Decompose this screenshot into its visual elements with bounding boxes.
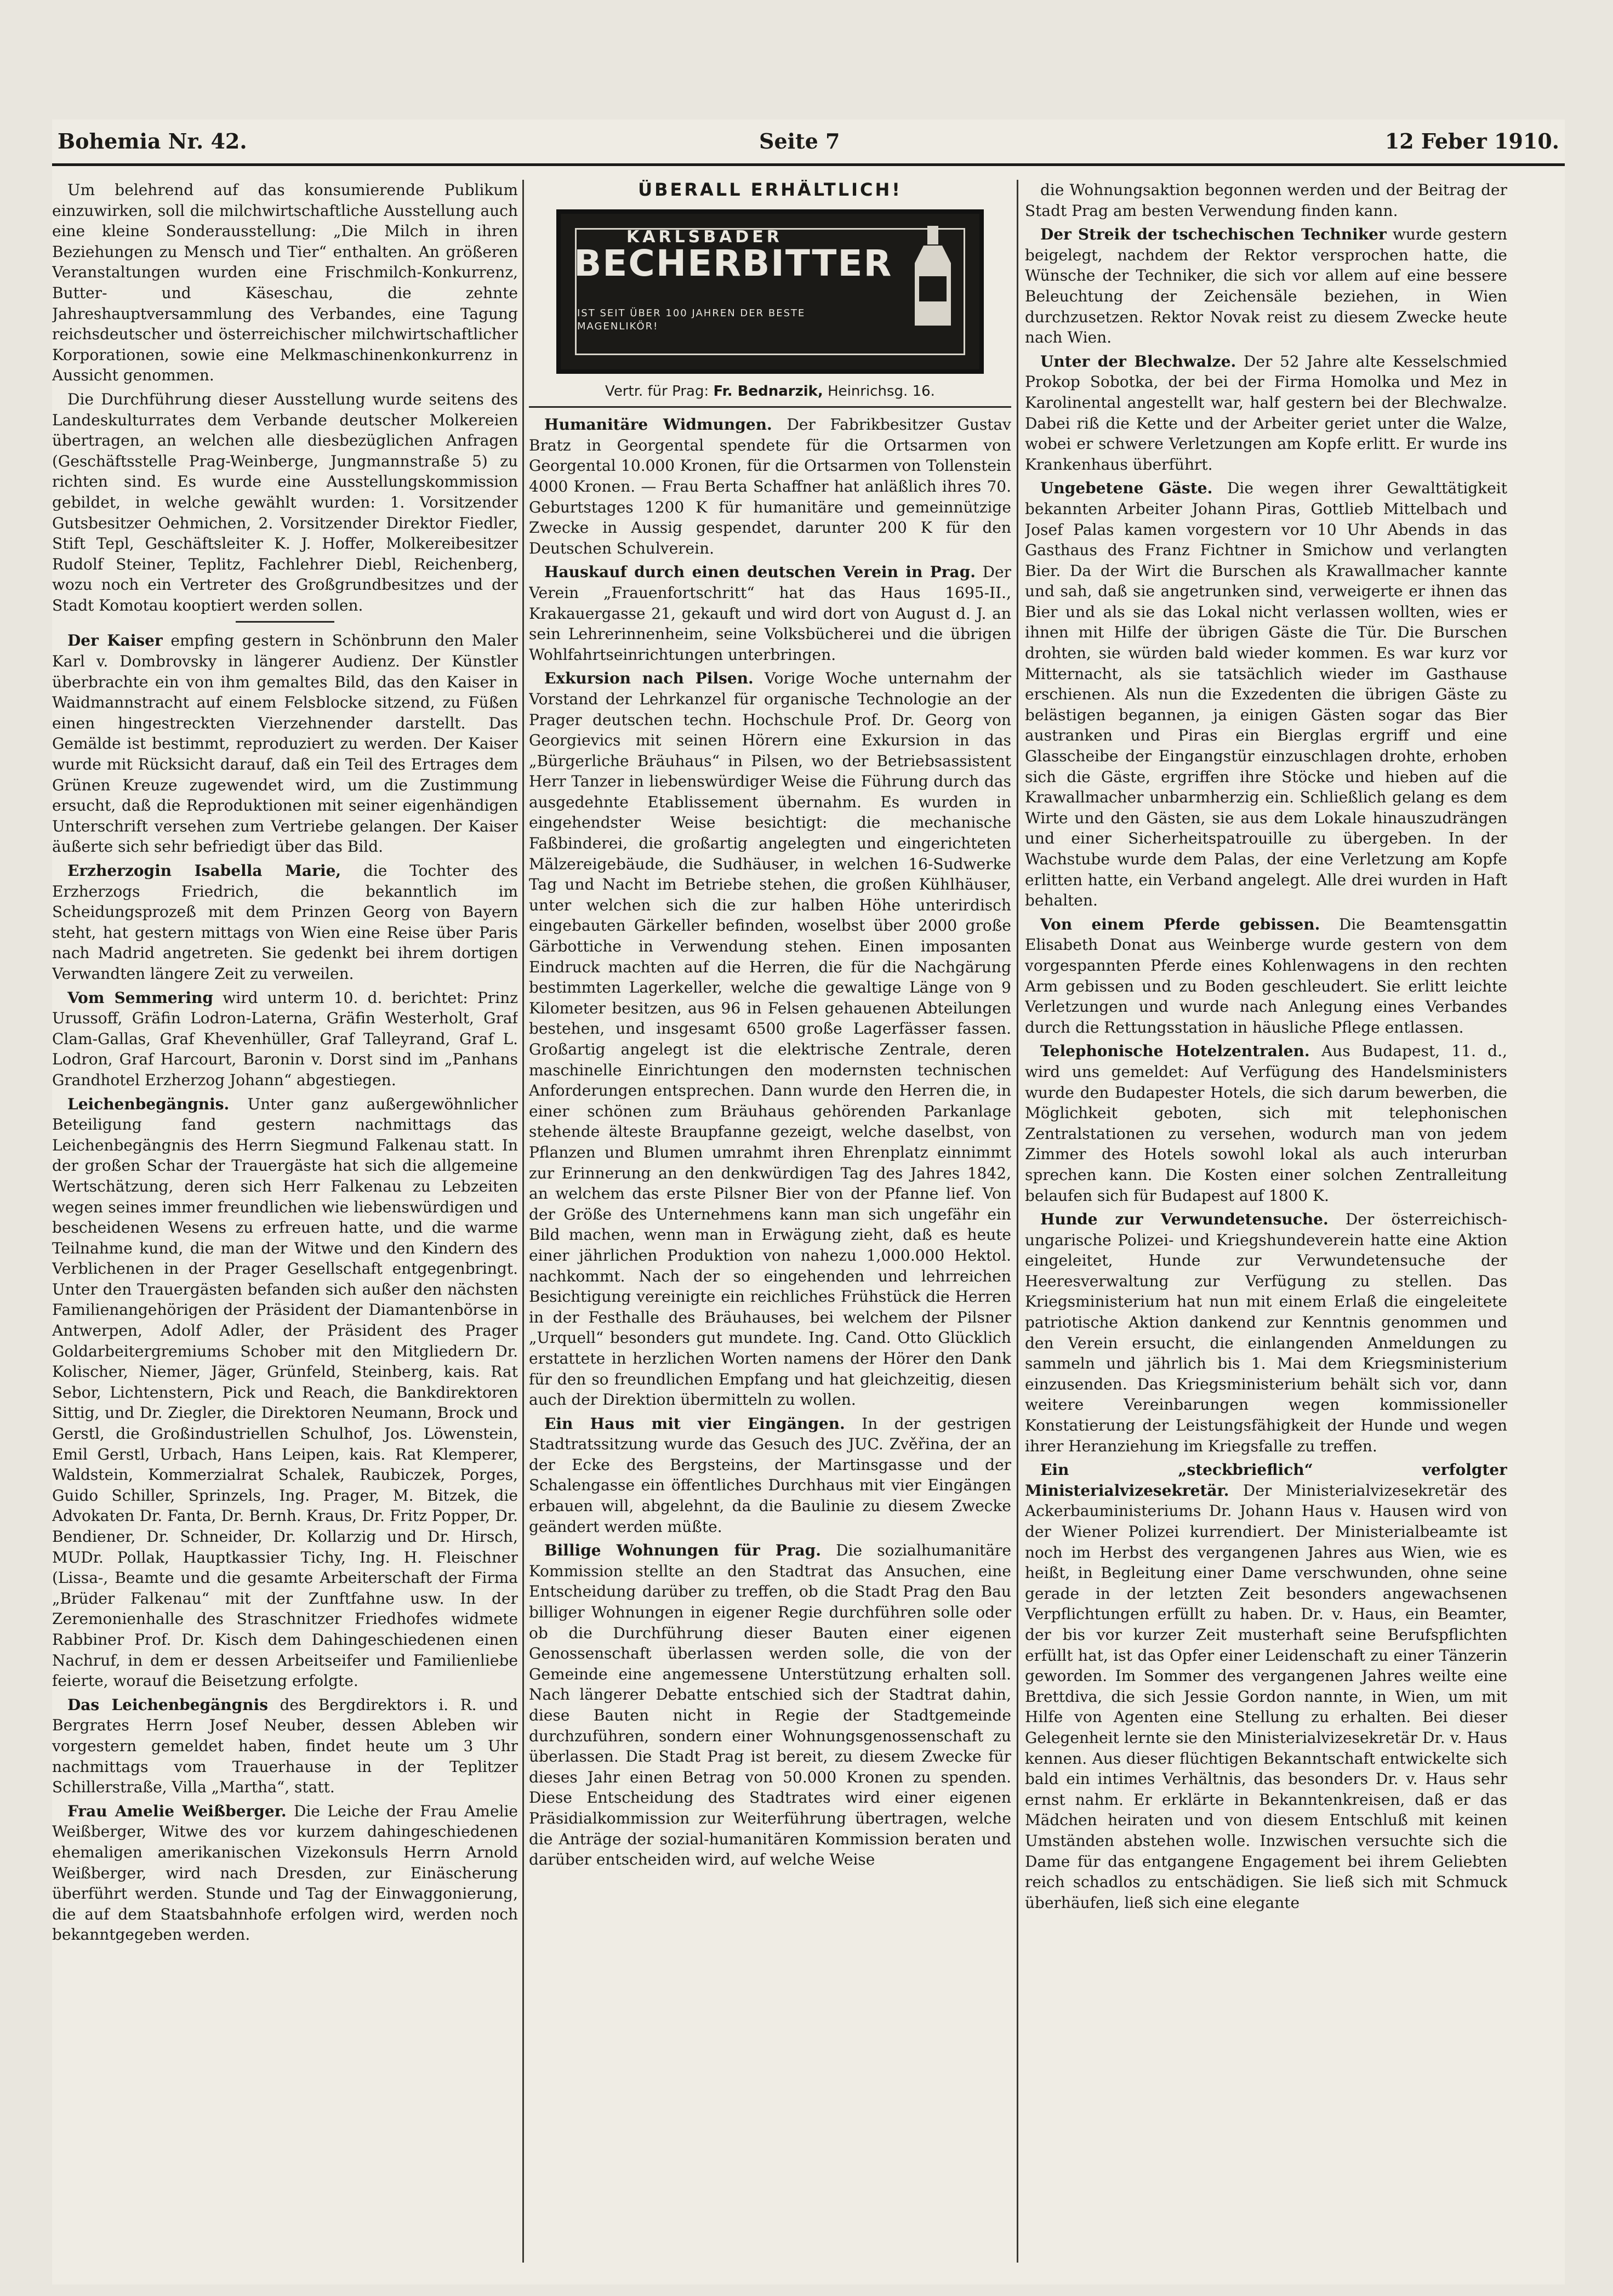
article-headline: Hunde zur Verwundetensuche. xyxy=(1040,1210,1329,1229)
issue-date: 12 Feber 1910. xyxy=(1384,129,1559,153)
article-ministerialvizesekretaer xyxy=(1025,1460,1507,1913)
column-rule xyxy=(522,180,524,2263)
column-rule xyxy=(1017,180,1018,2263)
article-headline: Ein „steckbrieflich“ verfolgter Ministerialvizesekretär. xyxy=(1025,1461,1507,1500)
ad-label xyxy=(556,209,984,374)
bottle-icon xyxy=(908,224,957,328)
article-body: Vorige Woche unternahm der Vorstand der Lehrkanzel für organische Technologie an der Prager deutschen techn. Hochschule Prof. Dr. Georg von Georgievics mit seinen Hörern eine Exkursion in das „Bürgerliche Bräuhaus“ in Pilsen, wo der Betriebsassistent Herr Tanzer in liebenswürdiger Weise die Führung durch das ausgedehnte Etablissement übernahm. Es wurden in eingehendster Weise besichtigt: die mechanische Faßbinderei, die großartig angelegten und eingerichteten Mälzereigebäude, die Sudhäuser, in welchen 16-Sudwerke Tag und Nacht im Betriebe stehen, die großen Kühlhäuser, unter welchen sich die zur halben Höhe unterirdisch eingebauten Gärkeller befinden, woselbst über 2000 große Gärbottiche in Verwendung stehen. Einen imposanten Eindruck machten auf die Herren, die für die Nachgärung bestimmten Lagerkeller, welche die gewaltige Länge von 9 Kilometer besitzen, aus 96 in Felsen gehauenen Abteilungen bestehen, und insgesamt 6500 große Lagerfässer fassen. Großartig angelegt ist die elektrische Zentrale, deren maschinelle Einrichtungen den modernsten technischen Anforderungen entsprechen. Dann wurde den Herren die, in einer schönen zum Bräuhaus gehörenden Parkanlage stehende älteste Braupfanne gezeigt, welche daselbst, von Pflanzen und Blumen umrahmt ihren Ehrenplatz einnimmt zur Erinnerung an den denkwürdigen Tag des Jahres 1842, an welchem das erste Pilsner Bier von der Pfanne lief. Von der Größe des Unternehmens kann man sich ungefähr ein Bild machen, wenn man in Erwägung zieht, daß es heute einer jährlichen Produktion von nahezu 1,000.000 Hektol. nachkommt. Nach der so eingehenden und lehrreichen Besichtigung vereinigte ein reichliches Frühstück die Herren in der Festhalle des Bräuhauses, bei welchem der Pilsner „Urquell“ besonders gut mundete. Ing. Cand. Otto Glücklich erstattete in herzlichen Worten namens der Hörer den Dank für den so freundlichen Empfang und hat gleichzeitig, diesen auch der Direktion übermitteln zu wollen. xyxy=(529,669,1011,1409)
ad-bottom-rule xyxy=(529,406,1011,408)
article-headline: Billige Wohnungen für Prag. xyxy=(544,1541,821,1560)
article-body: wird unterm 10. d. berichtet: Prinz Urussoff, Gräfin Lodron-Laterna, Gräfin Westerholt, Graf Clam-Gallas, Graf Khevenhüller, Graf Talleyrand, Graf L. Lodron, Graf Harcourt, Baronin v. Dorst sind im „Panhans Grandhotel Erzherzog Johann“ abgestiegen. xyxy=(52,988,518,1089)
column-2 xyxy=(529,180,1011,2279)
article-body: empfing gestern in Schönbrunn den Maler Karl v. Dombrovsky in längerer Audienz. Der Künstler überbrachte ein von ihm gemaltes Bild, das den Kaiser in Waidmannstracht auf einem Felsblocke sitzend, zu Füßen einen hingestreckten Vierzehnender darstellt. Das Gemälde ist bestimmt, reproduziert zu werden. Der Kaiser wurde mit Rücksicht darauf, daß ein Teil des Ertrages dem Grünen Kreuze zugewendet wird, um die Zustimmung ersucht, daß die Reproduktionen mit seiner eigenhändigen Unterschrift versehen zum Vertriebe gelangen. Der Kaiser äußerte sich sehr befriedigt über das Bild. xyxy=(52,631,518,856)
article-headline: Hauskauf durch einen deutschen Verein in Prag. xyxy=(544,563,976,582)
article-headline: Das Leichenbegängnis xyxy=(67,1695,268,1714)
article-body: Der 52 Jahre alte Kesselschmied Prokop Sobotka, der bei der Firma Homolka und Mez in Karolinental angestellt war, half gestern bei der Blechwalze. Dabei riß die Kette und der Arbeiter geriet unter die Walze, wobei er schwere Verletzungen am Kopfe erlitt. Er wurde ins Krankenhaus überführt. xyxy=(1025,352,1507,474)
page-number: Seite 7 xyxy=(759,129,840,153)
article-headline: Vom Semmering xyxy=(67,988,213,1007)
advertisement xyxy=(529,180,1011,408)
article-body: Die Beamtensgattin Elisabeth Donat aus Weinberge wurde gestern von dem vorgespannten Pferde eines Kohlenwagens in den rechten Arm gebissen und zu Boden geschleudert. Sie erlitt leichte Verletzungen und wurde nach Anlegung eines Verbandes durch die Rettungsstation in häusliche Pflege entlassen. xyxy=(1025,915,1507,1036)
article-body: In der gestrigen Stadtratssitzung wurde das Gesuch des JUC. Zvěřina, der an der Ecke des Bergsteins, der Martinsgasse und der Schalengasse ein öffentliches Durchhaus mit vier Eingängen erbauen will, abgelehnt, da die Baulinie zu diesem Zwecke geändert werden müßte. xyxy=(529,1414,1011,1536)
article-body: Aus Budapest, 11. d., wird uns gemeldet: Auf Verfügung des Handelsministers wurde den Budapester Hotels, die sich darum bewerben, die Möglichkeit geboten, sich mit telephonischen Zentralstationen zu versehen, wodurch man von jedem Zimmer des Hotels sowohl lokal als auch interurban sprechen kann. Die Kosten einer solchen Zentralleitung belaufen sich für Budapest auf 1800 K. xyxy=(1025,1042,1507,1205)
article-headline: Telephonische Hotelzentralen. xyxy=(1040,1042,1310,1061)
article-headline: Erzherzogin Isabella Marie, xyxy=(67,862,341,880)
article-semmering xyxy=(52,988,518,1091)
article-headline: Humanitäre Widmungen. xyxy=(544,415,772,434)
article-ungebetene-gaeste xyxy=(1025,478,1507,910)
article-paragraph: Die Durchführung dieser Ausstellung wurde seitens des Landeskulturrates dem Verbande deutscher Molkereien übertragen, an welchen alle diesbezüglichen Anfragen (Geschäftsstelle Prag-Weinberge, Jungmannstraße 5) zu richten sind. Es wurde eine Ausstellungskommission gebildet, in welche gewählt wurden: 1. Vorsitzender Gutsbesitzer Oehmichen, 2. Vorsitzender Direktor Fiedler, Stift Tepl, Geschäftsleiter K. J. Hoffer, Molkereibesitzer Rudolf Steiner, Teplitz, Fachlehrer Diebl, Reichenberg, wozu noch ein Vertreter des Großgrundbesitzes und der Stadt Komotau kooptiert werden sollen. xyxy=(52,390,518,614)
article-isabella xyxy=(52,861,518,984)
ad-caption-name: Fr. Bednarzik, xyxy=(713,383,823,400)
article-techniker-streik xyxy=(1025,224,1507,348)
article-headline: Ein Haus mit vier Eingängen. xyxy=(544,1414,845,1433)
ad-caption-address: Heinrichsg. 16. xyxy=(828,383,935,400)
article-pferd xyxy=(1025,914,1507,1038)
ad-slogan: IST SEIT ÜBER 100 JAHREN DER BESTE MAGENLIKÖR! xyxy=(577,307,806,332)
article-body: Die wegen ihrer Gewalttätigkeit bekannten Arbeiter Johann Piras, Gottlieb Mittelbach und Josef Palas kamen vorgestern vor 10 Uhr Abends in das Gasthaus des Franz Fichtner in Smichow und verlangten Bier. Da der Wirt die Burschen als Krawallmacher kannte und sah, daß sie angetrunken sind, verweigerte er ihnen das Bier und als sie das Lokal nicht verlassen wollten, wies er ihnen mit Hilfe der übrigen Gäste die Tür. Die Burschen drohten, sie würden bald wieder kommen. Es war kurz vor Mitternacht, als sie tatsächlich wieder im Gasthause erschienen. Als nun die Exzedenten die übrigen Gäste zu belästigen begannen, ja einigen Gästen sogar das Bier austranken und Piras ein Bierglas ergriff und eine Glasscheibe der Eingangstür einzuschlagen drohte, erhoben sich die Gäste, ergriffen ihre Stöcke und hieben auf die Krawallmacher unbarmherzig ein. Schließlich gelang es dem Wirte und den Gästen, sie aus dem Lokale hinauszudrängen und einer Sicherheitspatrouille zu übergeben. In der Wachstube wurde dem Palas, der eine Verletzung am Kopfe erlitten hatte, ein Verband angelegt. Alle drei wurden in Haft behalten. xyxy=(1025,479,1507,910)
article-vier-eingaenge xyxy=(529,1414,1011,1537)
article-hotelzentralen xyxy=(1025,1041,1507,1206)
paper-issue: Bohemia Nr. 42. xyxy=(58,129,247,153)
ad-caption-prefix: Vertr. für Prag: xyxy=(605,383,709,400)
article-blechwalze xyxy=(1025,351,1507,475)
article-hunde xyxy=(1025,1209,1507,1456)
article-separator xyxy=(236,621,334,623)
article-headline: Der Kaiser xyxy=(67,631,163,650)
article-headline: Der Streik der tschechischen Techniker xyxy=(1040,225,1387,244)
article-hauskauf xyxy=(529,562,1011,665)
article-continuation: die Wohnungsaktion begonnen werden und der Beitrag der Stadt Prag am besten Verwendung finden kann. xyxy=(1025,181,1507,220)
article-headline: Frau Amelie Weißberger. xyxy=(67,1802,287,1820)
article-weissberger xyxy=(52,1801,518,1945)
article-body: Der österreichisch-ungarische Polizei- und Kriegshundeverein hatte eine Aktion eingeleitet, Hunde zur Verwundetensuche der Heeresverwaltung zur Verfügung zu stellen. Das Kriegsministerium hat nun mit einem Erlaß die eingeleitete patriotische Aktion dankend zur Kenntnis genommen und den Verein ersucht, die einlangenden Anmeldungen zu sammeln und jährlich bis 1. Mai dem Kriegsministerium einzusenden. Das Kriegsministerium behält sich vor, dann weitere Vereinbarungen wegen kommissioneller Konstatierung der Leistungsfähigkeit der Hunde und wegen ihrer Heranziehung im Kriegsfalle zu treffen. xyxy=(1025,1210,1507,1455)
article-exkursion-pilsen xyxy=(529,668,1011,1410)
ad-header: ÜBERALL ERHÄLTLICH! xyxy=(638,180,902,200)
article-body: Die Leiche der Frau Amelie Weißberger, Witwe des vor kurzem dahingeschiedenen ehemaligen amerikanischen Vizekonsuls Herrn Arnold Weißberger, wird nach Dresden, zur Einäscherung überführt werden. Stunde und Tag der Einwaggonierung, die auf dem Staatsbahnhofe erfolgen wird, werden noch bekanntgegeben werden. xyxy=(52,1802,518,1944)
article-body: Der Verein „Frauenfortschritt“ hat das Haus 1695-II., Krakauergasse 21, gekauft und wird dort von August d. J. an sein Lehrerinnenheim, seine Volksbücherei und die übrigen Wohlfahrtseinrichtungen unterbringen. xyxy=(529,563,1011,664)
article-headline: Unter der Blechwalze. xyxy=(1040,352,1236,371)
newspaper-page xyxy=(52,119,1565,2284)
article-billige-wohnungen xyxy=(529,1540,1011,1870)
article-body: Unter ganz außergewöhnlicher Beteiligung fand gestern nachmittags das Leichenbegängnis des Herrn Siegmund Falkenau statt. In der großen Schar der Trauergäste hat sich die allgemeine Wertschätzung, deren sich Herr Falkenau zu Lebzeiten wegen seines immer freundlichen wie liebenswürdigen und bescheidenen Wesens zu erfreuen hatte, und die warme Teilnahme kund, die man der Witwe und den Kindern des Verblichenen in der Prager Gesellschaft entgegenbringt. Unter den Trauergästen befanden sich außer den nächsten Familienangehörigen der Präsident der Diamantenbörse in Antwerpen, Adolf Adler, der Präsident des Prager Goldarbeitergremiums Schober mit den Mitgliedern Dr. Kolischer, Niemer, Jäger, Grünfeld, Steinberg, kais. Rat Sebor, Lichtenstern, Pick und Reach, die Bankdirektoren Sittig, und Dr. Ziegler, die Direktoren Neumann, Brock und Gerstl, die Großindustriellen Schulhof, Jos. Löwenstein, Emil Gerstl, Urbach, Hans Leipen, kais. Rat Klemperer, Waldstein, Kommerzialrat Schalek, Raubiczek, Porges, Guido Schiller, Sprinzels, Ing. Prager, M. Bitzek, die Advokaten Dr. Fanta, Dr. Bernh. Kraus, Dr. Fritz Popper, Dr. Bendiener, Dr. Schneider, Dr. Kollarzig und Dr. Hirsch, MUDr. Pollak, Hauptkassier Tichy, Ing. H. Fleischner (Lissa-, Beamte und die gesamte Arbeiterschaft der Firma „Brüder Falkenau“ mit der Zunftfahne usw. In der Zeremonienhalle des Straschnitzer Friedhofes widmete Rabbiner Prof. Dr. Kisch dem Dahingeschiedenen einen Nachruf, in dem er dessen Arbeitseifer und Familienliebe feierte, worauf die Beisetzung erfolgte. xyxy=(52,1095,518,1690)
running-head xyxy=(52,119,1565,166)
article-body: Der Fabrikbesitzer Gustav Bratz in Georgental spendete für die Ortsarmen von Georgental 10.000 Kronen, für die Ortsarmen von Tollenstein 4000 Kronen. — Frau Berta Schaffner hat anläßlich ihres 70. Geburtstages 1200 K für humanitäre und gemeinnützige Zwecke in Aussig gespendet, darunter 200 K für den Deutschen Schulverein. xyxy=(529,415,1011,557)
article-body: die Tochter des Erzherzogs Friedrich, die bekanntlich im Scheidungsprozeß mit dem Prinzen Georg von Bayern steht, hat gestern mittags von Wien eine Reise über Paris nach Madrid angetreten. Sie gedenkt bei ihrem dortigen Verwandten längere Zeit zu verweilen. xyxy=(52,862,518,983)
column-1 xyxy=(52,180,518,2279)
article-leichenbegaengnis xyxy=(52,1094,518,1691)
article-kaiser xyxy=(52,630,518,857)
article-headline: Leichenbegängnis. xyxy=(67,1095,230,1113)
ad-caption xyxy=(529,381,1011,402)
ad-brand-line: KARLSBADER xyxy=(626,227,783,247)
article-body: Die sozialhumanitäre Kommission stellte an den Stadtrat das Ansuchen, eine Entscheidung darüber zu treffen, ob die Stadt Prag den Bau billiger Wohnungen in eigener Regie durchführen solle oder ob die Durchführung dieser Bauten einer eigenen Genossenschaft überlassen werden solle, die von der Gemeinde eine angemessene Unterstützung erhalten soll. Nach längerer Debatte entschied sich der Stadtrat dahin, diese Bauten nicht in Regie der Stadtgemeinde durchzuführen, sondern einer Wohnungsgenossenschaft zu überlassen. Die Stadt Prag ist bereit, zu diesem Zwecke für dieses Jahr einen Betrag von 50.000 Kronen zu spenden. Diese Entscheidung des Stadtrates wird einer eigenen Präsidialkommission zur Weiterführung übertragen, welche die Anträge der sozial-humanitären Kommission beraten und darüber entscheiden wird, auf welche Weise xyxy=(529,1541,1011,1869)
article-humanitaere-widmungen xyxy=(529,414,1011,559)
article-headline: Ungebetene Gäste. xyxy=(1040,479,1213,498)
article-body: des Bergdirektors i. R. und Bergrates Herrn Josef Neuber, dessen Ableben wir vorgestern gemeldet haben, findet heute um 3 Uhr nachmittags vom Trauerhause in der Teplitzer Schillerstraße, Villa „Martha“, statt. xyxy=(52,1695,518,1797)
ad-product-name: BECHERBITTER xyxy=(574,242,893,284)
article-headline: Von einem Pferde gebissen. xyxy=(1040,915,1320,933)
article-neuber xyxy=(52,1695,518,1798)
article-body: Der Ministerialvizesekretär des Ackerbauministeriums Dr. Johann Haus v. Hausen wird von der Wiener Polizei kurrendiert. Der Ministerialbeamte ist noch im Herbst des vergangenen Jahres aus Wien, wie es heißt, in Begleitung einer Dame verschwunden, ohne seine gerade in der letzten Zeit besonders angewachsenen Verpflichtungen erfüllt zu haben. Dr. v. Haus, ein Beamter, der bis vor kurzer Zeit musterhaft seine Berufspflichten erfüllt hat, ist das Opfer einer Leidenschaft zu einer Tänzerin geworden. Im Sommer des vergangenen Jahres weilte eine Brettdiva, die sich Jessie Gordon nannte, in Wien, um mit Hilfe von Agenten eine Stellung zu erhalten. Bei dieser Gelegenheit lernte sie den Ministerialvizesekretär Dr. v. Haus kennen. Aus dieser flüchtigen Bekanntschaft entwickelte sich bald ein intimes Verhältnis, das besonders Dr. v. Haus sehr ernst nahm. Er erklärte in Bekanntenkreisen, daß er das Mädchen heiraten und von diesem Entschluß mit keinen Umständen abstehen wolle. Inzwischen versuchte sich die Dame für das entgangene Engagement bei ihrem Geliebten reich schadlos zu entschädigen. Sie ließ sich mit Schmuck überhäufen, ließ sich eine elegante xyxy=(1025,1481,1507,1912)
article-paragraph: Um belehrend auf das konsumierende Publikum einzuwirken, soll die milchwirtschaftliche Ausstellung auch eine kleine Sonderausstellung: „Die Milch in ihren Beziehungen zu Mensch und Tier“ enthalten. An größeren Veranstaltungen wurden eine Frischmilch-Konkurrenz, Butter- und Käseschau, die zehnte Jahreshauptversammlung des Verbandes, eine Tagung reichsdeutscher und österreichischer milchwirtschaftlicher Korporationen, sowie eine Melkmaschinenkonkurrenz in Aussicht genommen. xyxy=(52,181,518,385)
article-headline: Exkursion nach Pilsen. xyxy=(544,669,754,688)
column-3 xyxy=(1025,180,1507,2279)
article-body: wurde gestern beigelegt, nachdem der Rektor versprochen hatte, die Wünsche der Techniker, die sich vor allem auf eine bessere Beleuchtung der Zeichensäle beziehen, in Wien durchzusetzen. Rektor Novak reist zu diesem Zwecke heute nach Wien. xyxy=(1025,225,1507,347)
